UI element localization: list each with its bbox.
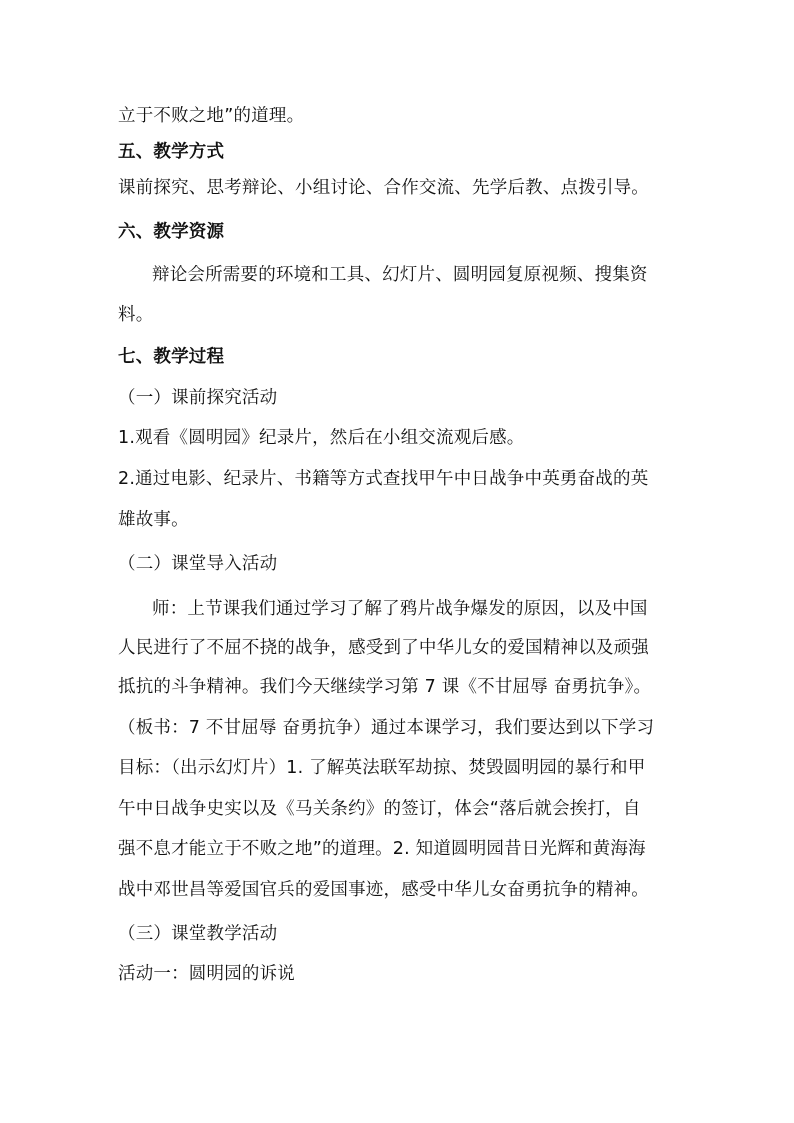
paragraph-line: （板书：7 不甘屈辱 奋勇抗争）通过本课学习，我们要达到以下学习: [118, 718, 655, 738]
subsection-heading: （二）课堂导入活动: [118, 554, 278, 574]
paragraph-line: 料。: [118, 305, 154, 325]
section-heading-teaching-resources: 六、教学资源: [118, 222, 225, 242]
paragraph-line: 2.通过电影、纪录片、书籍等方式查找甲午中日战争中英勇奋战的英: [118, 469, 649, 489]
section-heading-teaching-methods: 五、教学方式: [118, 142, 225, 162]
paragraph-line: 课前探究、思考辩论、小组讨论、合作交流、先学后教、点拨引导。: [118, 178, 649, 198]
paragraph-line: 1.观看《圆明园》纪录片，然后在小组交流观后感。: [118, 428, 525, 448]
subsection-heading: （三）课堂教学活动: [118, 924, 278, 944]
paragraph-line: 抵抗的斗争精神。我们今天继续学习第 7 课《不甘屈辱 奋勇抗争》。: [118, 677, 652, 697]
paragraph-line: 目标：（出示幻灯片）1. 了解英法联军劫掠、焚毁圆明园的暴行和甲: [118, 758, 646, 778]
paragraph-line: 立于不败之地”的道理。: [118, 106, 305, 126]
paragraph-line: 人民进行了不屈不挠的战争，感受到了中华儿女的爱国精神以及顽强: [118, 638, 649, 658]
paragraph-line: 强不息才能立于不败之地”的道理。2. 知道圆明园昔日光辉和黄海海: [118, 839, 646, 859]
paragraph-line: 午中日战争史实以及《马关条约》的签订，体会“落后就会挨打，自: [118, 799, 641, 819]
paragraph-line: 雄故事。: [118, 510, 189, 530]
activity-title: 活动一：圆明园的诉说: [118, 964, 295, 984]
paragraph-line: 战中邓世昌等爱国官兵的爱国事迹，感受中华儿女奋勇抗争的精神。: [118, 880, 649, 900]
paragraph-line: 辩论会所需要的环境和工具、幻灯片、圆明园复原视频、搜集资: [152, 265, 648, 285]
subsection-heading: （一）课前探究活动: [118, 388, 278, 408]
section-heading-teaching-process: 七、教学过程: [118, 347, 225, 367]
paragraph-line: 师：上节课我们通过学习了解了鸦片战争爆发的原因，以及中国: [152, 599, 648, 619]
